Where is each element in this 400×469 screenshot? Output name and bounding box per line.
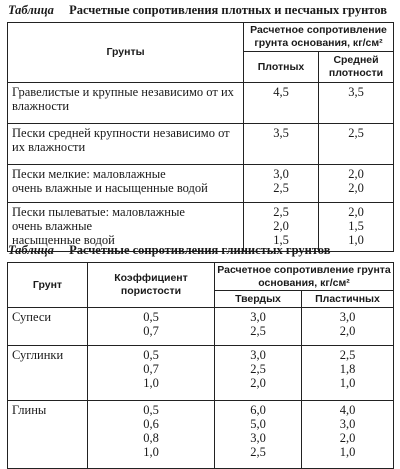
table2-header-resistance: Расчетное сопротивление грунта основания, кг/см² [215, 263, 394, 291]
table1-header-resistance: Расчетное сопротивление грунта основания, кг/см² [244, 23, 394, 52]
table1-row [8, 124, 394, 165]
table1-soil-text: Гравелистые и крупные независимо от их влажности [12, 85, 234, 113]
table1-soil-text: очень влажные и насыщенные водой [12, 181, 208, 195]
table1-dense-cell [244, 83, 319, 124]
table1-caption-title: Расчетные сопротивления плотных и песчаных грунтов [69, 3, 387, 17]
table2-header-solid: Твердых [215, 291, 302, 308]
table1-medium-cell [319, 83, 394, 124]
table2-solid-value: 2,0 [250, 376, 266, 390]
table1-medium-cell [319, 124, 394, 165]
table1-soil-text: Пески пылеватые: маловлажные [12, 205, 185, 219]
table1-dense-value: 3,5 [273, 126, 289, 140]
table2-plastic-value: 2,0 [339, 324, 356, 338]
table2-porosity-value: 0,6 [143, 417, 159, 431]
table1-dense-cell [244, 165, 319, 203]
table2-header-plastic: Пластичных [302, 291, 394, 308]
table1-dense-value: 2,0 [273, 219, 289, 233]
table2-plastic-value: 2,0 [339, 431, 356, 445]
table2 [7, 262, 394, 469]
table1-medium-value: 2,0 [348, 205, 364, 219]
table1-medium-cell [319, 165, 394, 203]
table1-medium-value: 2,0 [348, 181, 364, 195]
table2-plastic-value: 1,0 [339, 376, 356, 390]
table2-soil-cell [8, 401, 88, 469]
table2-porosity-value: 0,5 [143, 310, 159, 324]
table2-porosity-value: 0,5 [143, 403, 159, 417]
table2-plastic-value: 3,0 [339, 417, 356, 431]
table2-row [8, 401, 394, 469]
table2-plastic-value: 3,0 [339, 310, 356, 324]
table2-solid-cell [215, 346, 302, 401]
table1-row [8, 165, 394, 203]
table1-soil-text: очень влажные [12, 219, 93, 233]
table2-solid-value: 5,0 [250, 417, 266, 431]
table2-plastic-value: 2,5 [339, 348, 356, 362]
table2-header-soil: Грунт [8, 263, 88, 308]
table2-plastic-cell [302, 401, 394, 469]
table2-row [8, 346, 394, 401]
table1-medium-value: 2,0 [348, 167, 364, 181]
table2-solid-value: 2,5 [250, 362, 266, 376]
table2-caption-title: Расчетные сопротивления глинистых грунтов [69, 243, 331, 257]
table2-porosity-cell [88, 346, 215, 401]
table2-caption [8, 243, 331, 258]
table2-porosity-value: 1,0 [143, 445, 159, 459]
table1-soil-cell [8, 165, 244, 203]
table2-porosity-value: 0,7 [143, 362, 159, 376]
table2-solid-cell [215, 401, 302, 469]
table1-header-medium: Средней плотности [319, 52, 394, 83]
table2-plastic-cell [302, 346, 394, 401]
table2-soil-cell [8, 346, 88, 401]
table1-caption-label: Таблица [8, 3, 54, 17]
table1-dense-value: 3,0 [273, 167, 289, 181]
table2-solid-value: 2,5 [250, 324, 266, 338]
table2-porosity-value: 1,0 [143, 376, 159, 390]
table1-dense-value: 4,5 [273, 85, 289, 99]
table1-soil-text: насыщенные водой [12, 233, 115, 247]
table1-dense-value: 2,5 [273, 181, 289, 195]
table2-solid-value: 2,5 [250, 445, 266, 459]
table2-porosity-value: 0,7 [143, 324, 159, 338]
table1-dense-value: 2,5 [273, 205, 289, 219]
table2-header-porosity: Коэффициент пористости [88, 263, 215, 308]
table2-plastic-value: 1,8 [339, 362, 356, 376]
table1-medium-value: 2,5 [348, 126, 364, 140]
table1-header-dense: Плотных [244, 52, 319, 83]
table2-soil-text: Супеси [12, 310, 52, 324]
table2-solid-value: 3,0 [250, 431, 266, 445]
table2-solid-cell [215, 308, 302, 346]
table2-plastic-cell [302, 308, 394, 346]
table1 [7, 22, 394, 252]
table1-medium-value: 1,5 [348, 219, 364, 233]
table2-porosity-value: 0,8 [143, 431, 159, 445]
table2-soil-text: Глины [12, 403, 47, 417]
table1-caption [8, 3, 387, 18]
table2-plastic-value: 4,0 [339, 403, 356, 417]
table1-dense-cell [244, 124, 319, 165]
table2-porosity-cell [88, 308, 215, 346]
table2-porosity-cell [88, 401, 215, 469]
table2-solid-value: 3,0 [250, 310, 266, 324]
table1-soil-text: Пески средней крупности независимо от их влажности [12, 126, 230, 154]
table2-caption-label: Таблица [8, 243, 54, 257]
table2-solid-value: 3,0 [250, 348, 266, 362]
table1-soil-text: Пески мелкие: маловлажные [12, 167, 166, 181]
table2-solid-value: 6,0 [250, 403, 266, 417]
table1-medium-value: 3,5 [348, 85, 364, 99]
table1-dense-value: 1,5 [273, 233, 289, 247]
table2-porosity-value: 0,5 [143, 348, 159, 362]
table1-medium-value: 1,0 [348, 233, 364, 247]
table1-soil-cell [8, 83, 244, 124]
table2-soil-text: Суглинки [12, 348, 64, 362]
table1-soil-cell [8, 124, 244, 165]
table2-plastic-value: 1,0 [339, 445, 356, 459]
table2-row [8, 308, 394, 346]
table1-row [8, 83, 394, 124]
table1-header-soil: Грунты [8, 23, 244, 83]
table2-soil-cell [8, 308, 88, 346]
